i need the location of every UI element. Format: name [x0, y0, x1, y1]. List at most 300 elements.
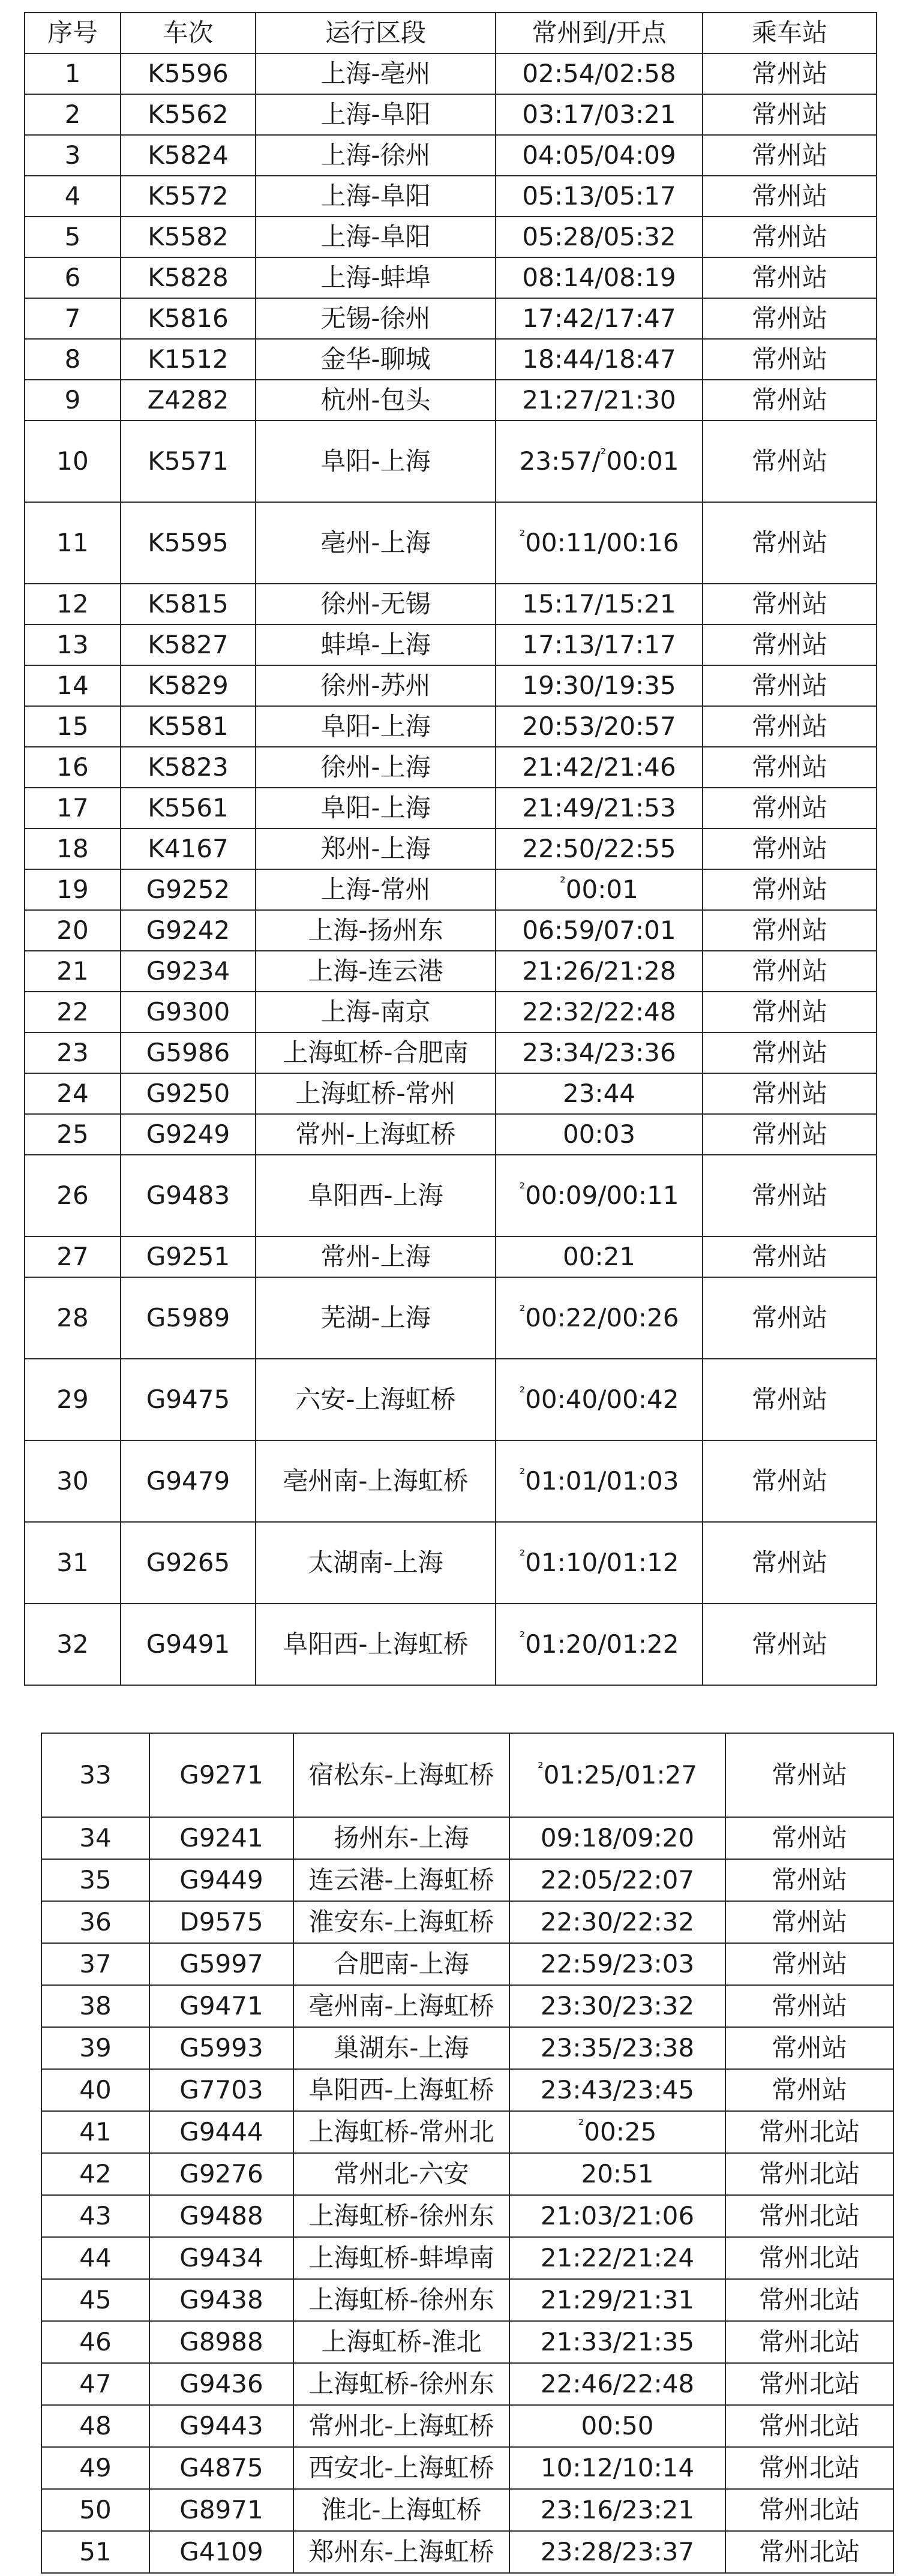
cell-route: 上海虹桥-合肥南 — [256, 1032, 496, 1073]
cell-number: 19 — [25, 869, 121, 910]
table-row — [25, 53, 877, 94]
cell-number: 34 — [41, 1817, 149, 1859]
table-row — [25, 176, 877, 217]
cell-route: 无锡-徐州 — [256, 298, 496, 339]
cell-route: 徐州-苏州 — [256, 665, 496, 706]
cell-station: 常州站 — [703, 1277, 877, 1359]
cell-time: 02:54/02:58 — [496, 53, 703, 94]
header-train: 车次 — [121, 13, 256, 53]
cell-time: 22:46/22:48 — [509, 2363, 725, 2405]
table-row — [41, 2069, 893, 2111]
table-row — [25, 421, 877, 502]
cell-route: 六安-上海虹桥 — [256, 1359, 496, 1440]
cell-time: 15:17/15:21 — [496, 584, 703, 625]
cell-train: K5829 — [121, 665, 256, 706]
cell-time: 20:53/20:57 — [496, 706, 703, 747]
cell-route: 淮北-上海虹桥 — [293, 2489, 509, 2531]
cell-route: 上海-连云港 — [256, 951, 496, 992]
table-row — [25, 828, 877, 869]
cell-number: 4 — [25, 176, 121, 217]
table-row — [41, 2531, 893, 2573]
cell-station: 常州站 — [703, 828, 877, 869]
cell-time: 19:30/19:35 — [496, 665, 703, 706]
cell-number: 33 — [41, 1733, 149, 1817]
cell-station: 常州北站 — [725, 2363, 893, 2405]
cell-number: 32 — [25, 1604, 121, 1685]
cell-train: G9234 — [121, 951, 256, 992]
cell-train: G5997 — [149, 1943, 293, 1985]
cell-station: 常州站 — [703, 502, 877, 584]
cell-number: 26 — [25, 1155, 121, 1236]
cell-station: 常州北站 — [725, 2153, 893, 2195]
timetable-body-1 — [25, 53, 877, 1685]
cell-number: 6 — [25, 257, 121, 298]
cell-station: 常州站 — [703, 298, 877, 339]
cell-train: K5596 — [121, 53, 256, 94]
cell-time: 22:59/23:03 — [509, 1943, 725, 1985]
cell-train: K5828 — [121, 257, 256, 298]
cell-train: G9438 — [149, 2279, 293, 2321]
cell-station: 常州北站 — [725, 2195, 893, 2237]
cell-number: 46 — [41, 2321, 149, 2363]
cell-number: 37 — [41, 1943, 149, 1985]
header-station: 乘车站 — [703, 13, 877, 53]
cell-route: 亳州-上海 — [256, 502, 496, 584]
cell-time: 17:13/17:17 — [496, 625, 703, 665]
cell-train: G5989 — [121, 1277, 256, 1359]
cell-station: 常州站 — [703, 1604, 877, 1685]
cell-time: 21:29/21:31 — [509, 2279, 725, 2321]
cell-route: 上海虹桥-蚌埠南 — [293, 2237, 509, 2279]
cell-station: 常州北站 — [725, 2447, 893, 2489]
cell-time: 23:44 — [496, 1073, 703, 1114]
table-row — [41, 2405, 893, 2447]
table-row — [25, 1522, 877, 1604]
cell-route: 郑州东-上海虹桥 — [293, 2531, 509, 2573]
cell-number: 21 — [25, 951, 121, 992]
cell-train: G9488 — [149, 2195, 293, 2237]
cell-station: 常州站 — [703, 910, 877, 951]
cell-number: 22 — [25, 992, 121, 1032]
cell-station: 常州站 — [703, 176, 877, 217]
cell-route: 常州-上海 — [256, 1236, 496, 1277]
cell-time: 22:50/22:55 — [496, 828, 703, 869]
cell-train: K4167 — [121, 828, 256, 869]
cell-train: K5827 — [121, 625, 256, 665]
cell-time: $^{^2}$00:40/00:42 — [496, 1359, 703, 1440]
table-row — [41, 2321, 893, 2363]
cell-route: 阜阳西-上海虹桥 — [293, 2069, 509, 2111]
cell-number: 45 — [41, 2279, 149, 2321]
cell-station: 常州站 — [725, 2027, 893, 2069]
cell-train: G9434 — [149, 2237, 293, 2279]
cell-time: 21:49/21:53 — [496, 788, 703, 828]
cell-train: G9265 — [121, 1522, 256, 1604]
cell-station: 常州北站 — [725, 2111, 893, 2153]
cell-number: 5 — [25, 217, 121, 257]
table-row — [41, 2447, 893, 2489]
cell-route: 常州北-上海虹桥 — [293, 2405, 509, 2447]
cell-station: 常州站 — [703, 1236, 877, 1277]
cell-route: 上海-阜阳 — [256, 94, 496, 135]
cell-station: 常州站 — [703, 135, 877, 176]
cell-station: 常州站 — [703, 53, 877, 94]
cell-train: G9471 — [149, 1985, 293, 2027]
cell-time: 21:33/21:35 — [509, 2321, 725, 2363]
cell-route: 上海-亳州 — [256, 53, 496, 94]
table-row — [25, 706, 877, 747]
table-row — [41, 2489, 893, 2531]
cell-route: 上海虹桥-常州北 — [293, 2111, 509, 2153]
header-time: 常州到/开点 — [496, 13, 703, 53]
cell-time: 23:57/$^{^2}$00:01 — [496, 421, 703, 502]
table-row — [25, 1440, 877, 1522]
cell-train: K5815 — [121, 584, 256, 625]
table-row — [25, 135, 877, 176]
cell-station: 常州站 — [703, 1073, 877, 1114]
timetable-part-2 — [41, 1733, 894, 2574]
cell-station: 常州站 — [703, 1155, 877, 1236]
cell-time: 05:13/05:17 — [496, 176, 703, 217]
cell-station: 常州站 — [725, 2069, 893, 2111]
cell-train: K5582 — [121, 217, 256, 257]
cell-number: 2 — [25, 94, 121, 135]
cell-time: 20:51 — [509, 2153, 725, 2195]
table-row — [41, 2027, 893, 2069]
cell-route: 连云港-上海虹桥 — [293, 1859, 509, 1901]
cell-station: 常州北站 — [725, 2237, 893, 2279]
cell-route: 阜阳-上海 — [256, 706, 496, 747]
table-row — [25, 217, 877, 257]
table-row — [25, 665, 877, 706]
table-row — [41, 1901, 893, 1943]
cell-train: G9276 — [149, 2153, 293, 2195]
table-row — [41, 2195, 893, 2237]
cell-train: G9443 — [149, 2405, 293, 2447]
cell-time: 23:16/23:21 — [509, 2489, 725, 2531]
cell-number: 24 — [25, 1073, 121, 1114]
cell-train: G9251 — [121, 1236, 256, 1277]
cell-route: 阜阳西-上海 — [256, 1155, 496, 1236]
cell-route: 淮安东-上海虹桥 — [293, 1901, 509, 1943]
cell-station: 常州站 — [703, 869, 877, 910]
cell-number: 28 — [25, 1277, 121, 1359]
cell-time: $^{^2}$01:25/01:27 — [509, 1733, 725, 1817]
cell-route: 杭州-包头 — [256, 380, 496, 421]
cell-route: 上海虹桥-常州 — [256, 1073, 496, 1114]
cell-number: 15 — [25, 706, 121, 747]
cell-train: G7703 — [149, 2069, 293, 2111]
cell-number: 42 — [41, 2153, 149, 2195]
cell-train: G9449 — [149, 1859, 293, 1901]
table-row — [25, 747, 877, 788]
cell-station: 常州北站 — [725, 2531, 893, 2573]
header-no: 序号 — [25, 13, 121, 53]
cell-train: K5823 — [121, 747, 256, 788]
cell-route: 宿松东-上海虹桥 — [293, 1733, 509, 1817]
table-row — [41, 2363, 893, 2405]
cell-route: 亳州南-上海虹桥 — [256, 1440, 496, 1522]
cell-number: 44 — [41, 2237, 149, 2279]
table-row — [41, 2279, 893, 2321]
cell-station: 常州站 — [703, 94, 877, 135]
cell-route: 上海-南京 — [256, 992, 496, 1032]
cell-number: 18 — [25, 828, 121, 869]
cell-number: 43 — [41, 2195, 149, 2237]
cell-time: 22:30/22:32 — [509, 1901, 725, 1943]
cell-station: 常州站 — [703, 217, 877, 257]
table-row — [25, 788, 877, 828]
cell-number: 1 — [25, 53, 121, 94]
cell-number: 50 — [41, 2489, 149, 2531]
cell-number: 49 — [41, 2447, 149, 2489]
cell-route: 上海-阜阳 — [256, 217, 496, 257]
cell-train: G9271 — [149, 1733, 293, 1817]
cell-number: 38 — [41, 1985, 149, 2027]
cell-time: 06:59/07:01 — [496, 910, 703, 951]
cell-number: 30 — [25, 1440, 121, 1522]
table-row — [25, 625, 877, 665]
cell-station: 常州站 — [725, 1859, 893, 1901]
cell-train: G9250 — [121, 1073, 256, 1114]
cell-train: G9249 — [121, 1114, 256, 1155]
cell-time: $^{^2}$01:20/01:22 — [496, 1604, 703, 1685]
cell-station: 常州北站 — [725, 2405, 893, 2447]
cell-route: 蚌埠-上海 — [256, 625, 496, 665]
cell-train: G9475 — [121, 1359, 256, 1440]
cell-number: 36 — [41, 1901, 149, 1943]
cell-train: G9483 — [121, 1155, 256, 1236]
table-row — [25, 339, 877, 380]
cell-route: 常州北-六安 — [293, 2153, 509, 2195]
cell-route: 徐州-无锡 — [256, 584, 496, 625]
header-row — [25, 13, 877, 53]
cell-time: $^{^2}$01:10/01:12 — [496, 1522, 703, 1604]
cell-time: 23:34/23:36 — [496, 1032, 703, 1073]
cell-time: 04:05/04:09 — [496, 135, 703, 176]
cell-time: $^{^2}$00:01 — [496, 869, 703, 910]
cell-train: G9479 — [121, 1440, 256, 1522]
table-row — [25, 1277, 877, 1359]
cell-number: 11 — [25, 502, 121, 584]
table-row — [41, 1859, 893, 1901]
cell-number: 10 — [25, 421, 121, 502]
cell-route: 太湖南-上海 — [256, 1522, 496, 1604]
cell-route: 金华-聊城 — [256, 339, 496, 380]
cell-route: 上海虹桥-徐州东 — [293, 2279, 509, 2321]
cell-time: 17:42/17:47 — [496, 298, 703, 339]
cell-train: G9491 — [121, 1604, 256, 1685]
cell-number: 48 — [41, 2405, 149, 2447]
cell-route: 上海-扬州东 — [256, 910, 496, 951]
table-row — [25, 992, 877, 1032]
table-row — [25, 910, 877, 951]
cell-number: 27 — [25, 1236, 121, 1277]
cell-station: 常州站 — [703, 257, 877, 298]
cell-time: 22:32/22:48 — [496, 992, 703, 1032]
table-row — [41, 1817, 893, 1859]
table-row — [25, 298, 877, 339]
table-row — [41, 2237, 893, 2279]
cell-station: 常州站 — [703, 665, 877, 706]
timetable-part-1 — [24, 12, 877, 1686]
cell-time: 21:26/21:28 — [496, 951, 703, 992]
cell-train: G4109 — [149, 2531, 293, 2573]
cell-number: 7 — [25, 298, 121, 339]
cell-train: G9436 — [149, 2363, 293, 2405]
cell-time: 21:03/21:06 — [509, 2195, 725, 2237]
timetable-body-2 — [41, 1733, 893, 2573]
cell-number: 12 — [25, 584, 121, 625]
cell-time: 23:35/23:38 — [509, 2027, 725, 2069]
cell-number: 3 — [25, 135, 121, 176]
table-row — [41, 2153, 893, 2195]
cell-route: 上海-阜阳 — [256, 176, 496, 217]
cell-time: $^{^2}$00:22/00:26 — [496, 1277, 703, 1359]
cell-number: 51 — [41, 2531, 149, 2573]
cell-route: 亳州南-上海虹桥 — [293, 1985, 509, 2027]
cell-route: 常州-上海虹桥 — [256, 1114, 496, 1155]
cell-time: 03:17/03:21 — [496, 94, 703, 135]
table-row — [25, 1155, 877, 1236]
cell-route: 上海-徐州 — [256, 135, 496, 176]
cell-train: G8971 — [149, 2489, 293, 2531]
cell-time: $^{^2}$00:25 — [509, 2111, 725, 2153]
cell-train: Z4282 — [121, 380, 256, 421]
cell-train: D9575 — [149, 1901, 293, 1943]
cell-route: 西安北-上海虹桥 — [293, 2447, 509, 2489]
header-route: 运行区段 — [256, 13, 496, 53]
cell-number: 16 — [25, 747, 121, 788]
cell-route: 徐州-上海 — [256, 747, 496, 788]
cell-station: 常州站 — [725, 1901, 893, 1943]
cell-station: 常州站 — [703, 706, 877, 747]
cell-time: 23:43/23:45 — [509, 2069, 725, 2111]
cell-number: 9 — [25, 380, 121, 421]
cell-train: K5824 — [121, 135, 256, 176]
cell-station: 常州站 — [725, 1733, 893, 1817]
cell-station: 常州站 — [703, 788, 877, 828]
cell-route: 上海虹桥-徐州东 — [293, 2195, 509, 2237]
cell-number: 8 — [25, 339, 121, 380]
cell-route: 上海虹桥-淮北 — [293, 2321, 509, 2363]
cell-train: K5572 — [121, 176, 256, 217]
cell-station: 常州站 — [703, 1522, 877, 1604]
cell-number: 20 — [25, 910, 121, 951]
cell-number: 41 — [41, 2111, 149, 2153]
cell-route: 阜阳-上海 — [256, 788, 496, 828]
table-row — [25, 951, 877, 992]
cell-number: 23 — [25, 1032, 121, 1073]
cell-station: 常州站 — [703, 951, 877, 992]
cell-time: 18:44/18:47 — [496, 339, 703, 380]
cell-station: 常州站 — [725, 1985, 893, 2027]
cell-train: K1512 — [121, 339, 256, 380]
cell-station: 常州站 — [703, 747, 877, 788]
table-row — [25, 869, 877, 910]
cell-number: 47 — [41, 2363, 149, 2405]
cell-route: 芜湖-上海 — [256, 1277, 496, 1359]
cell-station: 常州站 — [703, 1440, 877, 1522]
cell-station: 常州站 — [725, 1817, 893, 1859]
cell-time: 08:14/08:19 — [496, 257, 703, 298]
cell-station: 常州站 — [725, 1943, 893, 1985]
cell-time: 00:03 — [496, 1114, 703, 1155]
cell-route: 上海-蚌埠 — [256, 257, 496, 298]
table-row — [41, 1943, 893, 1985]
cell-time: 23:28/23:37 — [509, 2531, 725, 2573]
cell-station: 常州站 — [703, 1114, 877, 1155]
table-row — [25, 584, 877, 625]
table-row — [41, 2111, 893, 2153]
cell-time: 00:50 — [509, 2405, 725, 2447]
cell-route: 阜阳西-上海虹桥 — [256, 1604, 496, 1685]
cell-time: $^{^2}$00:11/00:16 — [496, 502, 703, 584]
cell-time: 10:12/10:14 — [509, 2447, 725, 2489]
cell-train: K5595 — [121, 502, 256, 584]
table-row — [25, 1236, 877, 1277]
cell-station: 常州站 — [703, 1359, 877, 1440]
cell-station: 常州站 — [703, 992, 877, 1032]
cell-station: 常州站 — [703, 339, 877, 380]
cell-time: $^{^2}$00:09/00:11 — [496, 1155, 703, 1236]
cell-station: 常州站 — [703, 625, 877, 665]
cell-number: 13 — [25, 625, 121, 665]
cell-route: 阜阳-上海 — [256, 421, 496, 502]
cell-train: K5562 — [121, 94, 256, 135]
table-row — [41, 1733, 893, 1817]
cell-number: 40 — [41, 2069, 149, 2111]
table-row — [25, 1604, 877, 1685]
cell-train: G9242 — [121, 910, 256, 951]
table-row — [25, 257, 877, 298]
cell-time: 05:28/05:32 — [496, 217, 703, 257]
cell-route: 上海虹桥-徐州东 — [293, 2363, 509, 2405]
cell-number: 17 — [25, 788, 121, 828]
cell-route: 扬州东-上海 — [293, 1817, 509, 1859]
table-row — [25, 1114, 877, 1155]
cell-station: 常州站 — [703, 380, 877, 421]
cell-number: 25 — [25, 1114, 121, 1155]
cell-train: G9300 — [121, 992, 256, 1032]
table-row — [25, 380, 877, 421]
cell-route: 合肥南-上海 — [293, 1943, 509, 1985]
cell-train: G9444 — [149, 2111, 293, 2153]
cell-time: 09:18/09:20 — [509, 1817, 725, 1859]
cell-time: 21:27/21:30 — [496, 380, 703, 421]
cell-time: 22:05/22:07 — [509, 1859, 725, 1901]
cell-station: 常州北站 — [725, 2489, 893, 2531]
cell-station: 常州站 — [703, 421, 877, 502]
table-row — [25, 1073, 877, 1114]
cell-time: 21:42/21:46 — [496, 747, 703, 788]
cell-station: 常州北站 — [725, 2279, 893, 2321]
cell-train: G9252 — [121, 869, 256, 910]
cell-route: 郑州-上海 — [256, 828, 496, 869]
cell-route: 上海-常州 — [256, 869, 496, 910]
cell-time: $^{^2}$01:01/01:03 — [496, 1440, 703, 1522]
cell-train: G9241 — [149, 1817, 293, 1859]
cell-train: K5571 — [121, 421, 256, 502]
cell-number: 39 — [41, 2027, 149, 2069]
cell-train: G8988 — [149, 2321, 293, 2363]
cell-number: 29 — [25, 1359, 121, 1440]
cell-time: 23:30/23:32 — [509, 1985, 725, 2027]
cell-train: K5561 — [121, 788, 256, 828]
cell-station: 常州站 — [703, 584, 877, 625]
cell-time: 00:21 — [496, 1236, 703, 1277]
cell-train: G4875 — [149, 2447, 293, 2489]
